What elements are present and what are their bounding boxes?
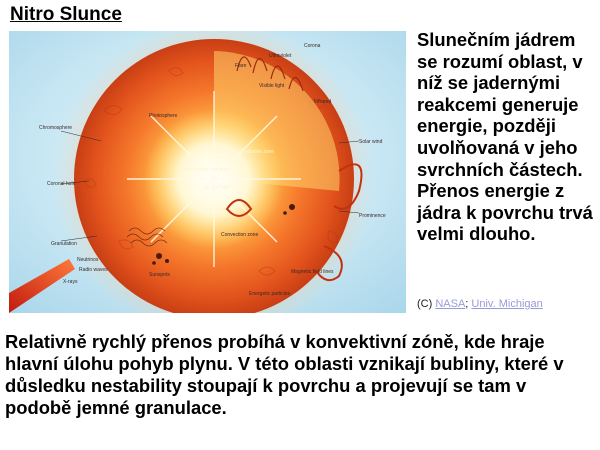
page-title: Nitro Slunce [10, 4, 122, 25]
label-core: Core [212, 149, 223, 155]
label-thermo: Thermonuclear reactions [175, 167, 231, 173]
label-xrays: X-rays [63, 279, 78, 285]
label-neutrinos: Neutrinos [77, 257, 99, 263]
label-energetic: Energetic particles [249, 291, 291, 297]
sun-structure-diagram [9, 31, 406, 313]
label-flare: Flare [235, 63, 247, 69]
image-credit [417, 298, 543, 310]
label-uv: Ultraviolet [269, 53, 292, 59]
convection-description: Relativně rychlý přenos probíhá v konvektivní zóně, kde hraje hlavní úlohu pohyb plynu. V této oblasti vznikají bubliny, které v důsledku nestability stoupají k povrchu a projevují se tam v podobě jemné granulace. [5, 331, 564, 418]
label-photosphere: Photosphere [149, 113, 178, 119]
label-corona: Corona [304, 43, 321, 49]
label-visible: Visible light [259, 83, 285, 89]
label-temp: 15,000,000° [204, 185, 232, 191]
label-radiative: Radiative zone [241, 149, 275, 155]
credit-prefix: (C) [417, 298, 436, 310]
label-prominence: Prominence [359, 213, 386, 219]
label-radio: Radio waves [79, 267, 108, 273]
label-coronal-hole: Coronal hole [47, 181, 76, 187]
credit-link-univ-michigan[interactable]: Univ. Michigan [471, 298, 543, 310]
label-magnetic: Magnetic field lines [291, 269, 334, 275]
sun-core-description: Slunečním jádrem se rozumí oblast, v níž se jadernými reakcemi generuje energie, později uvolňovaná v jeho svrchních částech. Přenos energie z jádra k povrchu trvá velmi dlouho. [417, 29, 593, 245]
credit-link-nasa[interactable]: NASA [435, 298, 466, 310]
label-infrared: Infrared [314, 99, 332, 105]
credit-separator: ; [465, 298, 472, 310]
label-convection: Convection zone [221, 232, 259, 238]
label-solar-wind: Solar wind [359, 139, 383, 145]
label-chromosphere: Chromosphere [39, 125, 73, 131]
label-sunspots: Sunspots [149, 272, 170, 278]
label-granulation: Granulation [51, 241, 77, 247]
